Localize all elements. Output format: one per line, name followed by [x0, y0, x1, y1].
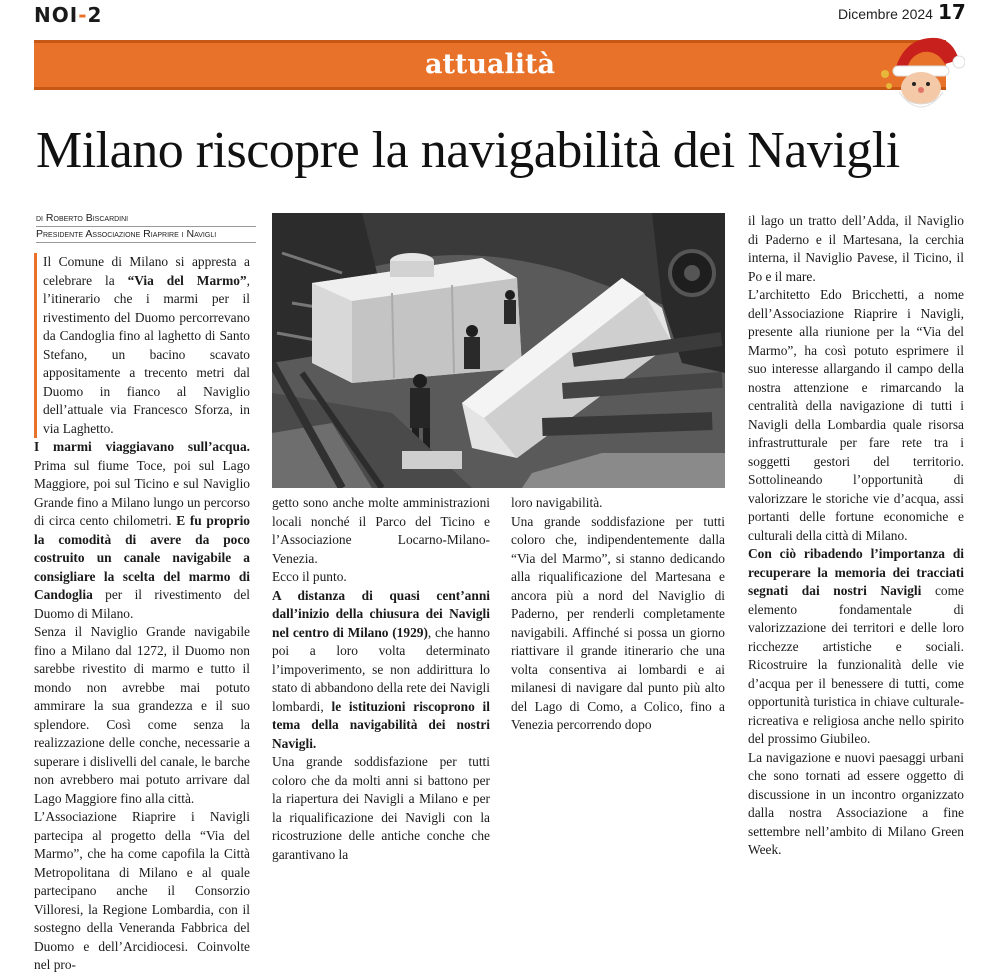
byline-author: di Roberto Biscardini	[36, 211, 256, 227]
paragraph: il lago un tratto dell’Adda, il Naviglio di Paderno e il Martesana, la cerchia interna, il Naviglio Pavese, il Ticino, il Po e il mare.	[748, 213, 964, 284]
byline	[36, 211, 256, 243]
page-header	[0, 0, 1000, 30]
paragraph: Ecco il punto.	[272, 569, 347, 584]
marble-quarry-photo	[272, 213, 725, 488]
paragraph: loro navigabilità.	[511, 495, 603, 510]
paragraph: getto sono anche molte amministrazioni locali nonché il Parco del Ticino e l’Associazione Locarno-Milano-Venezia.	[272, 495, 490, 566]
paragraph: Con ciò ribadendo l’importanza di recuperare la memoria dei tracciati segnati dai nostri Navigli come elemento fondamentale di valorizzazione dei territori e delle loro ricchezze artistiche e sociali. Ricostruire la funzionalità delle vie d’acqua per il benessere di tutti, come opportunità turistica in chiave culturale-ricreativa e religiosa anche nello spirito del prossimo Giubileo.	[748, 546, 964, 746]
issue-date: Dicembre 2024	[838, 6, 933, 22]
magazine-logo: NOI-2	[34, 3, 103, 27]
paragraph: Senza il Naviglio Grande navigabile fino a Milano dal 1272, il Duomo non sarebbe rivestito di marmo e tutto il mondo non avrebbe mai potuto ammirare la sua grandezza e il suo splendore. Così come senza la realizzazione delle conche, necessarie a superare i dislivelli del canale, le barche non avrebbero mai potuto arrivare dal Lago Maggiore fino alla città.	[34, 624, 250, 806]
paragraph: Una grande soddisfazione per tutti coloro che da molti anni si battono per la riapertura dei Navigli a Milano e per la riqualificazione dei Navigli con la ricostruzione delle antiche conche che garantivano la	[272, 754, 490, 862]
paragraph: La navigazione e nuovi paesaggi urbani che sono tornati ad essere oggetto di discussione in un incontro organizzato dalla nostra Associazione a fine settembre nell’ambito di Milano Green Week.	[748, 749, 964, 857]
lead-paragraph: Il Comune di Milano si appresta a celebrare la “Via del Marmo”, l’itinerario che i marmi per il rivestimento del Duomo percorrevano da Candoglia fino al laghetto di Santo Stefano, un bacino scavato appositamente a trecento metri dal Duomo in fianco al Naviglio dell’attuale via Francesco Sforza, in via Laghetto.	[34, 253, 250, 438]
section-band	[34, 40, 946, 90]
santa-icon	[875, 30, 965, 116]
paragraph: L’architetto Edo Bricchetti, a nome dell’Associazione Riaprire i Navigli, presente alla riunione per la “Via del Marmo”, ha così potuto esprimere il suo interesse allargando il campo della nostra attenzione e rimarcando la centralità della navigazione di tutti i Navigli della Lombardia quale risorsa infrastrutturale per fare rete tra i soggetti gestori del territorio. Sottolineando l’opportunità di valorizzare le storiche vie d’acqua, assi portanti delle fortune economiche e culturali della città di Milano.	[748, 287, 964, 543]
article-column-1	[34, 253, 250, 975]
paragraph: I marmi viaggiavano sull’acqua. Prima sul fiume Toce, poi sul Lago Maggiore, poi sul Ticino e sul Naviglio Grande fino a Milano lungo un percorso di circa cento chilometri. E fu proprio la comodità di avere da poco costruito un canale navigabile a consigliare la scelta del marmo di Candoglia per il rivestimento del Duomo di Milano.	[34, 439, 251, 621]
article-column-4	[748, 212, 964, 860]
paragraph: L’Associazione Riaprire i Navigli partecipa al progetto della “Via del Marmo”, che ha come capofila la Città Metropolitana di Milano e al quale partecipano anche il Consorzio Villoresi, la Regione Lombardia, con il sostegno della Veneranda Fabbrica del Duomo e dell’Arcidiocesi. Coinvolte nel pro-	[34, 809, 250, 972]
article-column-3	[511, 494, 725, 735]
paragraph: Una grande soddisfazione per tutti coloro che, indipendentemente dalla “Via del Marmo”, si stanno dedicando alla riqualificazione del Martesana e ancora più a nord del Naviglio di Paderno, per renderli completamente navigabili. Affinché si possa un giorno riattivare il grande itinerario che una volta consentiva ai lombardi e ai milanesi di navigare dal punto più alto del Lago di Como, a Colico, fino a Venezia percorrendo dopo	[511, 513, 725, 732]
article-headline: Milano riscopre la navigabilità dei Navigli	[36, 122, 900, 179]
page-number: 17	[938, 0, 966, 24]
section-title: attualità	[424, 49, 556, 80]
paragraph: A distanza di quasi cent’anni dall’inizio della chiusura dei Navigli nel centro di Milano (1929), che hanno poi a loro volta determinato l’impoverimento, se non addirittura lo stato di abbandono della rete dei Navigli lombardi, le istituzioni riscoprono il tema della navigabilità dei nostri Navigli.	[272, 587, 490, 751]
byline-role: Presidente Associazione Riaprire i Navigli	[36, 227, 256, 243]
article-column-2	[272, 494, 490, 864]
